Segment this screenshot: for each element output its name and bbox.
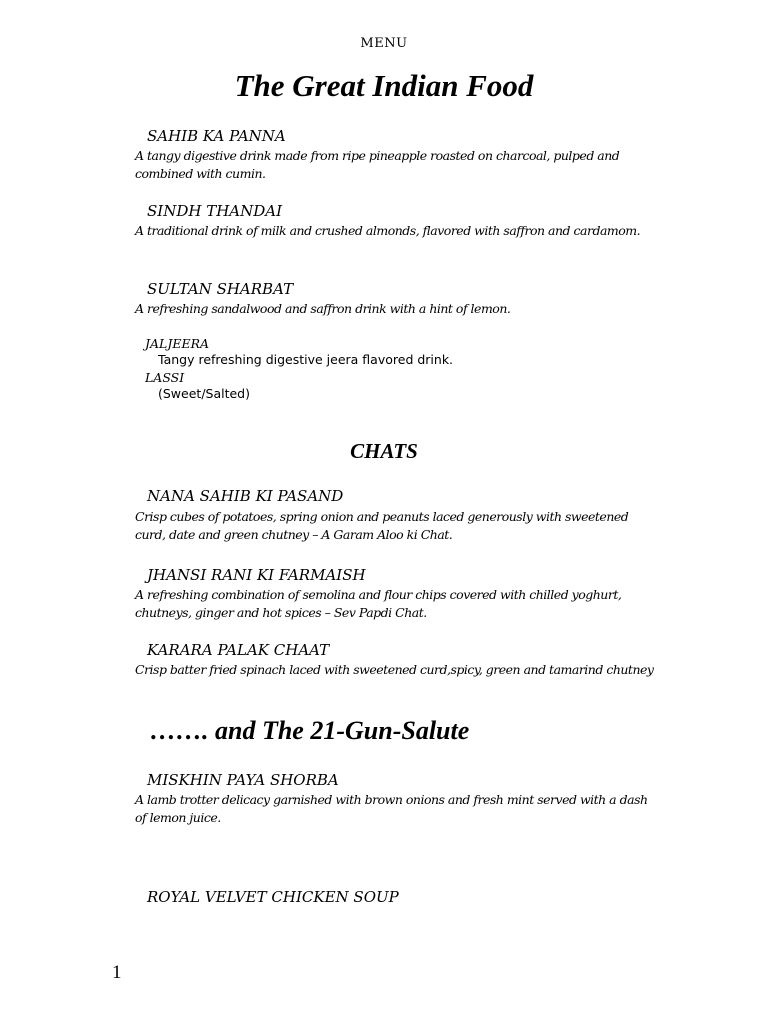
menu-item-description: A refreshing combination of semolina and flour chips covered with chilled yoghurt, chutneys, ginger and hot spices – Sev Papdi Chat.: [135, 587, 622, 620]
menu-item-description: Tangy refreshing digestive jeera flavored drink.: [158, 352, 454, 367]
menu-item-name: NANA SAHIB KI PASAND: [147, 487, 344, 505]
menu-item-name: SINDH THANDAI: [147, 202, 283, 220]
menu-item-name: LASSI: [145, 370, 185, 385]
menu-item-name: MISKHIN PAYA SHORBA: [147, 771, 339, 789]
menu-item-description: A lamb trotter delicacy garnished with brown onions and fresh mint served with a dash of lemon juice.: [135, 792, 648, 825]
menu-item-description: A traditional drink of milk and crushed almonds, flavored with saffron and cardamom.: [135, 223, 641, 238]
menu-item-description: Crisp cubes of potatoes, spring onion and peanuts laced generously with sweetened curd, date and green chutney – A Garam Aloo ki Chat.: [135, 509, 629, 542]
menu-label: MENU: [360, 36, 408, 51]
menu-item-name: KARARA PALAK CHAAT: [147, 641, 330, 659]
page-title: The Great Indian Food: [234, 68, 534, 103]
menu-item-name: JHANSI RANI KI FARMAISH: [147, 566, 366, 584]
menu-item-description: A tangy digestive drink made from ripe pineapple roasted on charcoal, pulped and combined with cumin.: [135, 148, 620, 181]
page-number: 1: [112, 962, 122, 983]
menu-item-description: A refreshing sandalwood and saffron drink with a hint of lemon.: [135, 301, 511, 316]
menu-item-name: SAHIB KA PANNA: [147, 127, 286, 145]
section-heading-salute: ……. and The 21-Gun-Salute: [150, 716, 470, 745]
menu-item-description: (Sweet/Salted): [158, 386, 250, 401]
menu-item-name: SULTAN SHARBAT: [147, 280, 294, 298]
menu-item-name: JALJEERA: [145, 336, 210, 351]
section-heading-chats: CHATS: [350, 439, 418, 463]
menu-item-name: ROYAL VELVET CHICKEN SOUP: [147, 888, 399, 906]
menu-item-description: Crisp batter fried spinach laced with sweetened curd,spicy, green and tamarind chutney: [135, 662, 654, 677]
